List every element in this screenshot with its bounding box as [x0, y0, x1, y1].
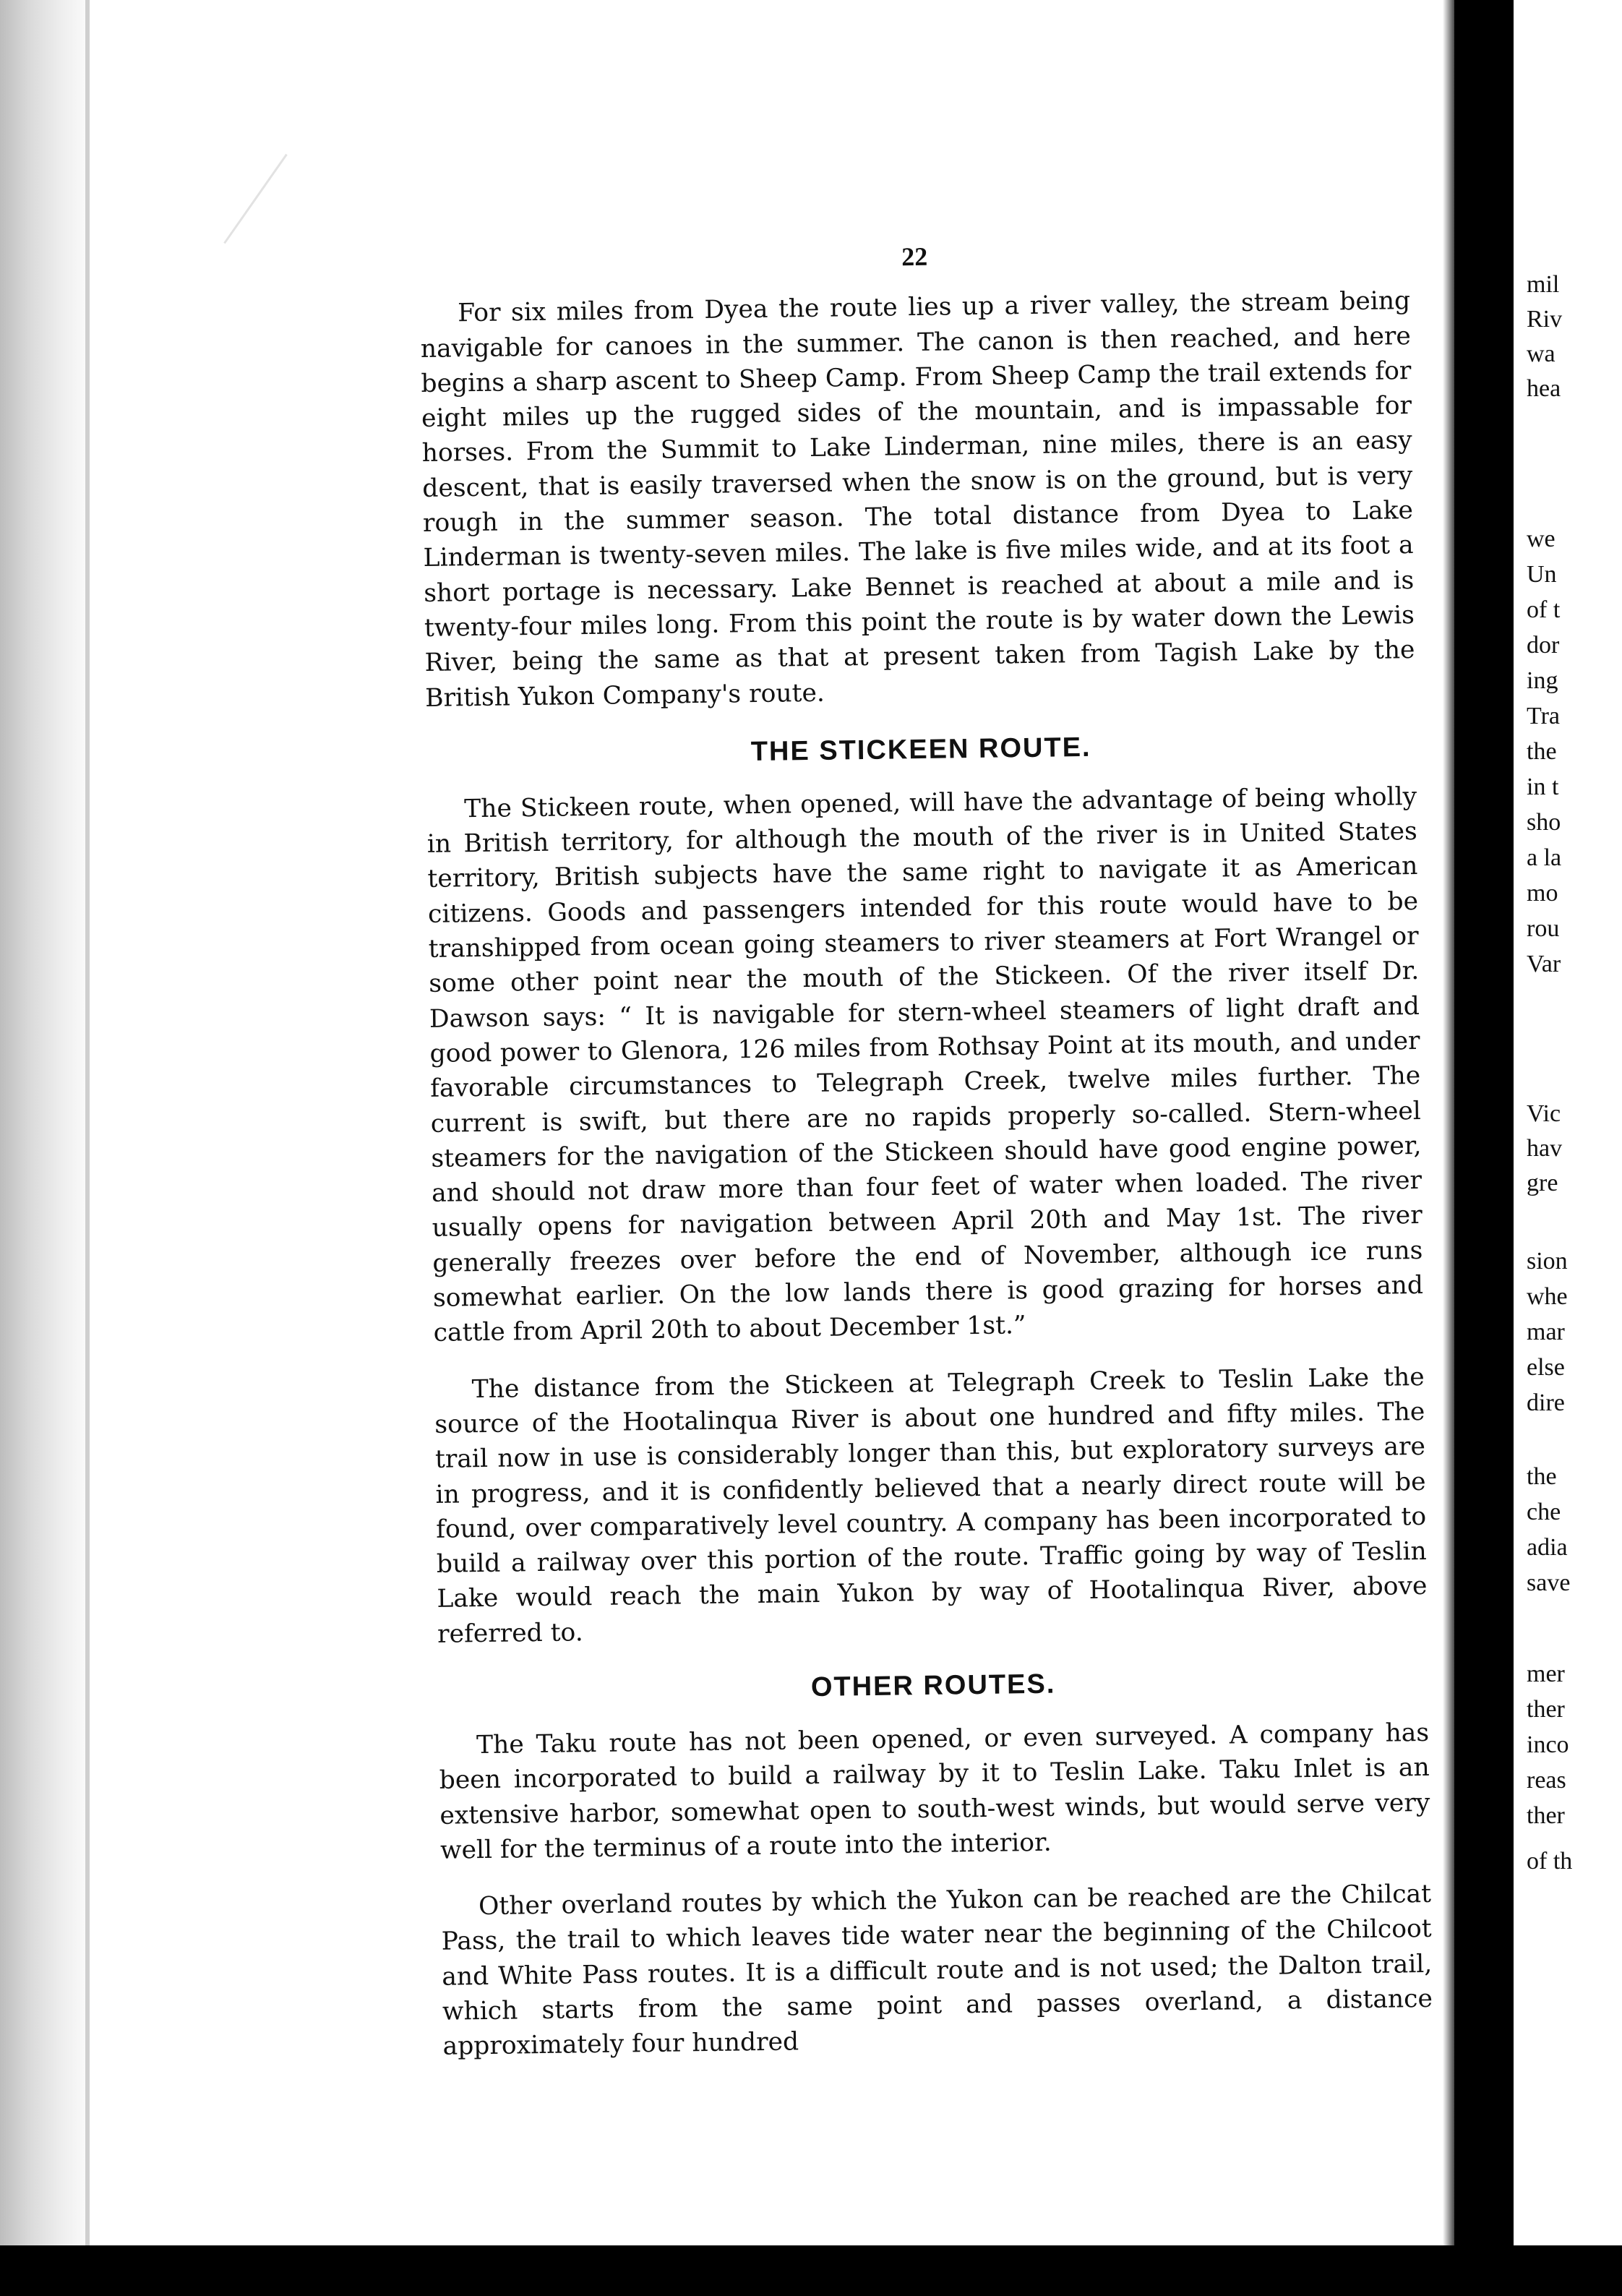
- paragraph-dyea-route: For six miles from Dyea the route lies up a river valley, the stream being navigable for canoes in the summer. The canon is then reached, and here begins a sharp ascent to Sheep Camp. From Sheep Camp the trail extends for eight miles up the rugged sides of the mountain, and is impassable for horses. From the Summit to Lake Linderman, nine miles, there is an easy descent, that is easily traversed when the snow is on the ground, but is very rough in the summer season. The total distance from Dyea to Lake Linderman is twenty-seven miles. The lake is five miles wide, and at its foot a short portage is necessary. Lake Bennet is reached at about a mile and is twenty-four miles long. From this point the route is by water down the Lewis River, being the same as that at present taken from Tagish Lake by the British Yukon Company's route.: [420, 286, 1415, 713]
- page-text: [419, 233, 1433, 2064]
- next-page-fragment: ther: [1527, 1696, 1565, 1723]
- next-page-fragment: sho: [1527, 809, 1561, 836]
- left-page-shadow: [0, 0, 87, 2296]
- next-page-fragment: else: [1527, 1354, 1565, 1381]
- next-page-fragment: save: [1527, 1569, 1571, 1596]
- next-page-fragment: mo: [1527, 880, 1558, 907]
- next-page-fragment: of th: [1527, 1848, 1573, 1875]
- next-page-fragment: sion: [1527, 1248, 1568, 1275]
- heading-stickeen-route: THE STICKEEN ROUTE.: [750, 732, 1091, 767]
- heading-other-routes: OTHER ROUTES.: [810, 1669, 1056, 1703]
- next-page-fragment: whe: [1527, 1283, 1568, 1310]
- next-page-edge: [1514, 0, 1622, 2296]
- next-page-fragment: adia: [1527, 1534, 1568, 1561]
- page-number: 22: [901, 241, 928, 272]
- next-page-fragment: Var: [1527, 951, 1561, 977]
- paragraph-stickeen-1: The Stickeen route, when opened, will have the advantage of being wholly in British territory, for although the mouth of the river is in United States territory, British subjects have the same right to navigate it as American citizens. Goods and passengers intended for this route would have to be transhipped from ocean going steamers to river steamers at Fort Wrangel or some other point near the mouth of the Stickeen. Of the river itself Dr. Dawson says: “ It is navigable for stern-wheel steamers of light draft and good power to Glenora, 126 miles from Rothsay Point at its mouth, and under favorable circumstances to Telegraph Creek, twelve miles further. The current is swift, but there are no rapids properly so-called. Stern-wheel steamers for the navigation of the Stickeen should have good engine power, and should not draw more than four feet of water when loaded. The river usually opens for navigation between April 20th and May 1st. The river generally freezes over before the end of November, although ice runs somewhat earlier. On the low lands there is good grazing for horses and cattle from April 20th to about December 1st.”: [426, 781, 1424, 1348]
- next-page-fragment: mer: [1527, 1661, 1565, 1687]
- paragraph-taku-route: The Taku route has not been opened, or even surveyed. A company has been incorporated to build a railway by it to Teslin Lake. Taku Inlet is an extensive harbor, somewhat open to south-west winds, but would serve very well for the terminus of a route into the interior.: [439, 1718, 1430, 1865]
- next-page-fragment: Tra: [1527, 703, 1560, 729]
- next-page-fragment: the: [1527, 1463, 1557, 1490]
- next-page-fragment: dor: [1527, 632, 1560, 659]
- next-page-fragment: in t: [1527, 774, 1559, 800]
- next-page-fragment: of t: [1527, 596, 1561, 623]
- next-page-fragment: hav: [1527, 1135, 1563, 1162]
- next-page-fragment: Vic: [1527, 1100, 1561, 1127]
- next-page-fragment: Un: [1527, 561, 1557, 588]
- next-page-fragment: rou: [1527, 915, 1560, 942]
- next-page-fragment: gre: [1527, 1170, 1558, 1196]
- next-page-fragment: wa: [1527, 340, 1556, 367]
- next-page-fragment: ther: [1527, 1802, 1565, 1829]
- next-page-fragment: mil: [1527, 271, 1560, 298]
- next-page-fragment: a la: [1527, 844, 1562, 871]
- next-page-fragment: ing: [1527, 667, 1558, 694]
- next-page-fragment: dire: [1527, 1389, 1565, 1416]
- next-page-fragment: che: [1527, 1499, 1561, 1525]
- next-page-fragment: reas: [1527, 1767, 1566, 1794]
- next-page-fragment: mar: [1527, 1319, 1565, 1345]
- paragraph-overland-routes: Other overland routes by which the Yukon can be reached are the Chilcat Pass, the trail to which leaves tide water near the beginning of the Chilcoot and White Pass routes. It is a difficult route and is not used; the Dalton trail, which starts from the same point and passes overland, a distance approximately four hundred: [441, 1880, 1433, 2062]
- next-page-fragment: the: [1527, 738, 1557, 765]
- next-page-fragment: inco: [1527, 1731, 1569, 1758]
- next-page-fragment: hea: [1527, 375, 1561, 402]
- bottom-scan-border: [0, 2245, 1622, 2296]
- next-page-fragment: Riv: [1527, 306, 1563, 333]
- next-page-fragment: we: [1527, 526, 1556, 552]
- book-gutter: [1454, 0, 1514, 2296]
- paragraph-stickeen-2: The distance from the Stickeen at Telegraph Creek to Teslin Lake the source of the Hootalinqua River is about one hundred and fifty miles. The trail now in use is considerably longer than this, but exploratory surveys are in progress, and it is confidently believed that a nearly direct route will be found, over comparatively level country. A company has been incorporated to build a railway over this portion of the route. Traffic going by way of Teslin Lake would reach the main Yukon by way of Hootalinqua River, above referred to.: [434, 1362, 1428, 1649]
